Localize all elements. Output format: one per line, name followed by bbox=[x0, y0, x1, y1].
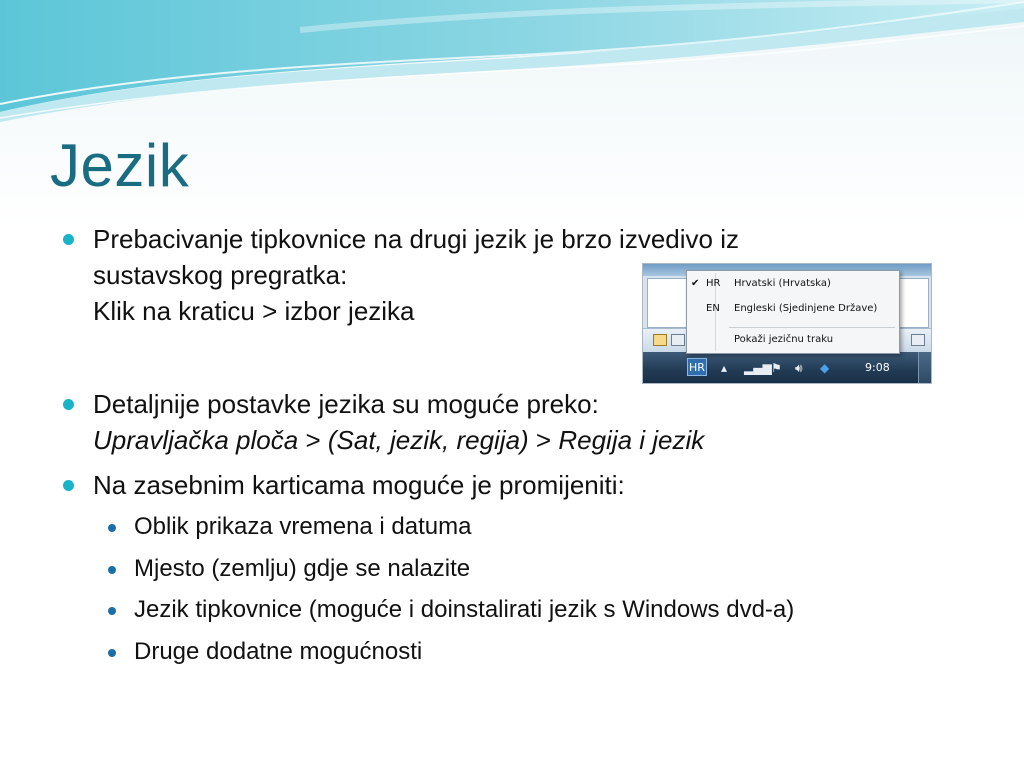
menu-item-code: HR bbox=[706, 278, 721, 289]
header-wave-decoration bbox=[0, 0, 1024, 130]
zoom-fit-icon[interactable] bbox=[911, 334, 925, 346]
language-indicator-button[interactable]: HR bbox=[687, 358, 707, 376]
path-clock-language-region: (Sat, jezik, regija) bbox=[327, 425, 529, 455]
sub-bullet-dot bbox=[108, 566, 116, 574]
dropbox-icon[interactable]: ◆ bbox=[820, 361, 830, 375]
menu-item-english[interactable] bbox=[689, 298, 897, 320]
grid-view-icon[interactable] bbox=[671, 334, 685, 346]
sub-bullet-dot bbox=[108, 607, 116, 615]
bullet-dot bbox=[63, 480, 74, 491]
sub-bullet-text: Druge dodatne mogućnosti bbox=[134, 638, 423, 665]
slide-title: Jezik bbox=[50, 132, 190, 199]
sub-bullet-other-options bbox=[134, 637, 422, 667]
bullet-dot bbox=[63, 399, 74, 410]
show-hidden-icons-icon[interactable]: ▴ bbox=[721, 361, 728, 375]
menu-item-show-language-bar[interactable] bbox=[689, 329, 897, 351]
menu-separator bbox=[729, 327, 895, 328]
bullet-text-line: sustavskog pregratka: bbox=[93, 260, 348, 290]
sub-bullet-time-format bbox=[134, 512, 471, 542]
bullet-text-line: Na zasebnim karticama moguće je promijeniti: bbox=[93, 470, 625, 500]
path-separator: > bbox=[528, 425, 559, 455]
bullet-text-line: Klik na kraticu > izbor jezika bbox=[93, 296, 415, 326]
sub-bullet-dot bbox=[108, 649, 116, 657]
settings-path bbox=[93, 422, 704, 458]
action-center-flag-icon[interactable]: ⚑ bbox=[771, 361, 782, 375]
menu-item-croatian[interactable] bbox=[689, 273, 897, 295]
windows-taskbar bbox=[643, 352, 932, 384]
language-context-menu bbox=[686, 270, 900, 354]
bullet-text-line: Detaljnije postavke jezika su moguće preko: bbox=[93, 389, 599, 419]
path-region-language: Regija i jezik bbox=[558, 425, 705, 455]
sub-bullet-keyboard-language bbox=[134, 595, 794, 625]
menu-item-label: Hrvatski (Hrvatska) bbox=[734, 278, 831, 289]
bullet-separate-tabs bbox=[93, 467, 625, 503]
check-icon: ✔ bbox=[691, 278, 700, 289]
sub-bullet-text: Jezik tipkovnice (moguće i doinstalirati jezik s Windows dvd-a) bbox=[134, 596, 795, 623]
path-control-panel: Upravljačka ploča bbox=[93, 425, 299, 455]
sub-bullet-dot bbox=[108, 524, 116, 532]
bullet-dot bbox=[63, 234, 74, 245]
sub-bullet-text: Mjesto (zemlju) gdje se nalazite bbox=[134, 555, 471, 582]
sub-bullet-location bbox=[134, 554, 470, 584]
taskbar-clock[interactable]: 9:08 bbox=[865, 361, 890, 374]
path-separator: > bbox=[298, 425, 328, 455]
language-menu-screenshot bbox=[642, 263, 932, 384]
volume-icon[interactable]: 🔊︎ bbox=[795, 361, 803, 375]
bullet-text-line: Prebacivanje tipkovnice na drugi jezik je brzo izvedivo iz bbox=[93, 224, 739, 254]
menu-item-code: EN bbox=[706, 303, 720, 314]
menu-item-label: Pokaži jezičnu traku bbox=[734, 334, 834, 345]
view-toggle-icon[interactable] bbox=[653, 334, 667, 346]
show-desktop-button[interactable] bbox=[918, 352, 932, 384]
sub-bullet-text: Oblik prikaza vremena i datuma bbox=[134, 513, 472, 540]
menu-item-label: Engleski (Sjedinjene Države) bbox=[734, 303, 878, 314]
network-signal-icon[interactable]: ▂▄▆ bbox=[744, 361, 772, 375]
bullet-detailed-settings bbox=[93, 386, 704, 458]
